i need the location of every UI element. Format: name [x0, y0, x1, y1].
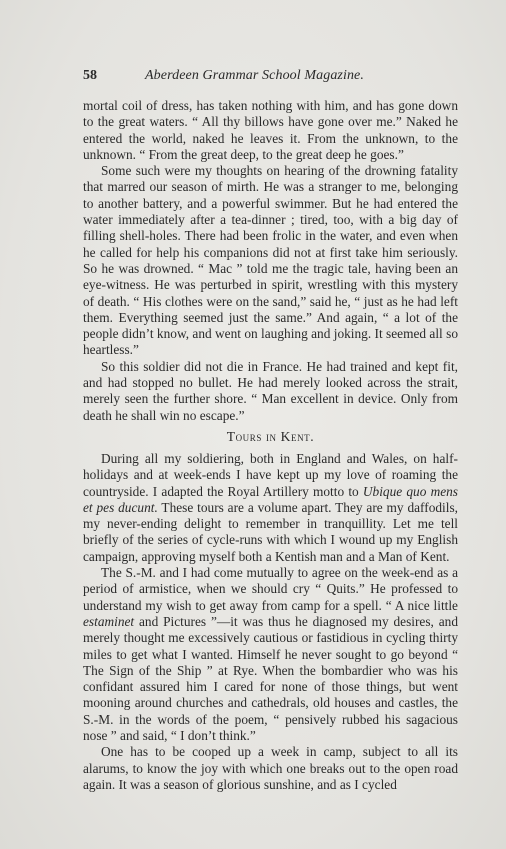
paragraph-soldiering-text-cont: These tours are a volume apart. They are my daffodils, my never-ending delight to remember in tranquillity. Let me tell briefly of the series of cycle-runs with which I wound up my English campaign, approving myself both a Kentish man and a Man of Kent. — [83, 499, 458, 564]
paragraph-open-road: One has to be cooped up a week in camp, subject to all its alarums, to know the joy with which one breaks out to the open road again. It was a season of glorious sunshine, and as I cycled — [83, 744, 458, 792]
paragraph-armistice-text-cont: and Pictures ”—it was thus he diagnosed my desires, and merely thought me excessively cautious or fastidious in cycling thirty miles to get what I wanted. Himself he never sought to go beyond “ The Sign of the Ship ” at Rye. When the bombardier who was his confidant assured him I cared for none of those things, but went mooning around churches and cathedrals, old houses and castles, the S.-M. in the words of the poem, “ pensively rubbed his sagacious nose ” and said, “ I don’t think.” — [83, 613, 458, 743]
section-heading: Tours in Kent. — [226, 428, 315, 444]
page-number: 58 — [83, 68, 97, 83]
estaminet-word: estaminet — [83, 613, 135, 629]
body-text — [83, 98, 458, 793]
latin-motto: Ubique quo mens et pes ducunt. — [83, 483, 458, 515]
paragraph-drowning-fatality: Some such were my thoughts on hearing of the drowning fatality that marred our season of mirth. He was a stranger to me, belonging to another battery, and a powerful swimmer. But he had entered the water immediately after a tea-dinner ; tired, too, with a big day of filling shell-holes. There had been frolic in the water, and even when he called for help his companions did not at first take him seriously. So he was drowned. “ Mac ” told me the tragic tale, having been an eye-witness. He was perturbed in spirit, wrestling with this mystery of death. “ His clothes were on the sand,” said he, “ just as he had left them. Everything seemed just the same.” And again, “ a lot of the people didn’t know, and went on laughing and joking. It seemed all so heartless.” — [83, 163, 458, 358]
paragraph-soldiering — [83, 451, 458, 565]
paragraph-drowning-intro: mortal coil of dress, has taken nothing with him, and has gone down to the great waters. “ All thy billows have gone over me.” Naked he entered the world, naked he leaves it. From the unknown, to the unknown. “ From the great deep, to the great deep he goes.” — [83, 98, 458, 162]
paragraph-armistice — [83, 565, 458, 744]
paragraph-soldier-france: So this soldier did not die in France. He had trained and kept fit, and had stopped no bullet. He had merely looked across the strait, merely seen the further shore. “ Man excellent in device. Only from death he shall win no escape.” — [83, 358, 458, 423]
paragraph-soldiering-text: During all my soldiering, both in England and Wales, on half-holidays and at week-ends I have kept up my love of roaming the countryside. I adapted the Royal Artillery motto to — [83, 450, 458, 499]
journal-title: Aberdeen Grammar School Magazine. — [145, 68, 364, 83]
paragraph-armistice-text: The S.-M. and I had come mutually to agree on the week-end as a period of armistice, when we should cry “ Quits.” He professed to understand my wish to get away from camp for a spell. “ A nice little — [83, 565, 458, 613]
running-header — [83, 68, 458, 88]
